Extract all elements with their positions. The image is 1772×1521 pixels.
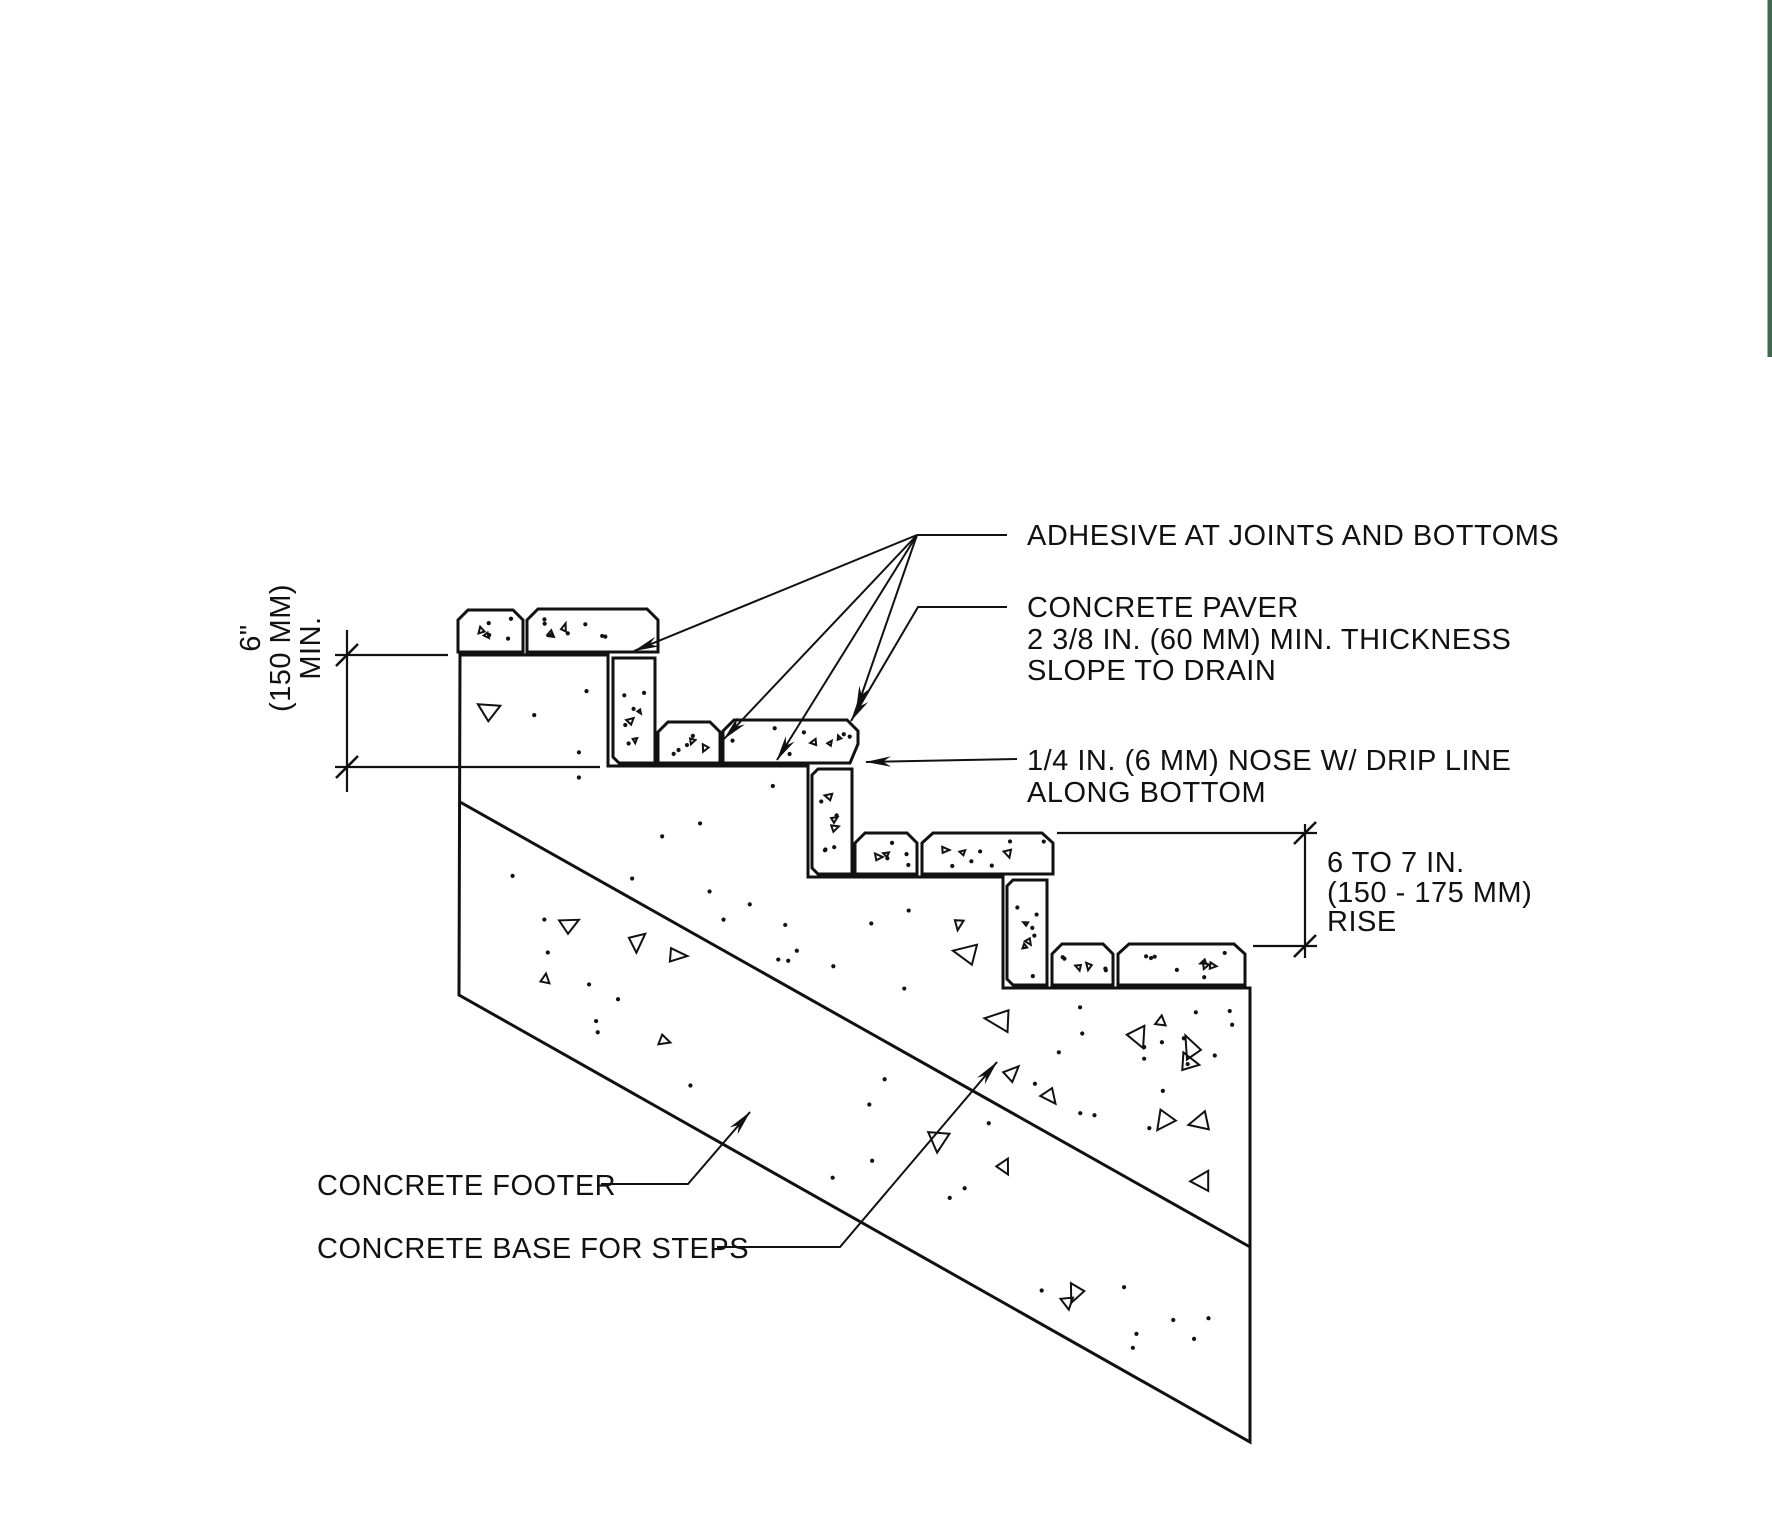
tread-paver	[1118, 944, 1245, 985]
nose-label-2: ALONG BOTTOM	[1027, 777, 1267, 809]
rise-text-1: 6 TO 7 IN.	[1327, 847, 1465, 879]
paver-leader	[851, 607, 1007, 721]
rise-dimension-text	[1327, 847, 1532, 938]
footer-label: CONCRETE FOOTER	[317, 1170, 617, 1202]
height-text-inches: 6"	[235, 624, 267, 652]
rise-dimension	[1057, 822, 1317, 958]
paver-label	[1027, 592, 1511, 687]
riser-paver	[1007, 880, 1047, 985]
nose-label-1: 1/4 IN. (6 MM) NOSE W/ DRIP LINE	[1027, 745, 1512, 777]
nose-label	[1027, 745, 1511, 809]
tread-paver	[527, 609, 658, 652]
tread-paver	[922, 833, 1053, 874]
riser-paver	[812, 769, 852, 874]
height-dimension-text	[235, 584, 327, 712]
base-label: CONCRETE BASE FOR STEPS	[317, 1233, 750, 1265]
tread-paver	[723, 720, 858, 763]
rise-text-2: (150 - 175 MM)	[1327, 877, 1533, 909]
rise-text-3: RISE	[1327, 906, 1397, 938]
right-edge-artifact	[1768, 0, 1772, 357]
height-text-mm: (150 MM)	[265, 583, 297, 713]
height-text-min: MIN.	[295, 616, 327, 680]
tread-paver	[458, 610, 523, 652]
tread-paver	[658, 722, 720, 763]
paver-label-3: SLOPE TO DRAIN	[1027, 655, 1277, 687]
paver-label-2: 2 3/8 IN. (60 MM) MIN. THICKNESS	[1027, 624, 1512, 656]
paver-label-1: CONCRETE PAVER	[1027, 592, 1299, 624]
adhesive-label: ADHESIVE AT JOINTS AND BOTTOMS	[1027, 520, 1560, 552]
nose-leader	[866, 759, 1017, 762]
tread-paver	[1052, 944, 1113, 985]
